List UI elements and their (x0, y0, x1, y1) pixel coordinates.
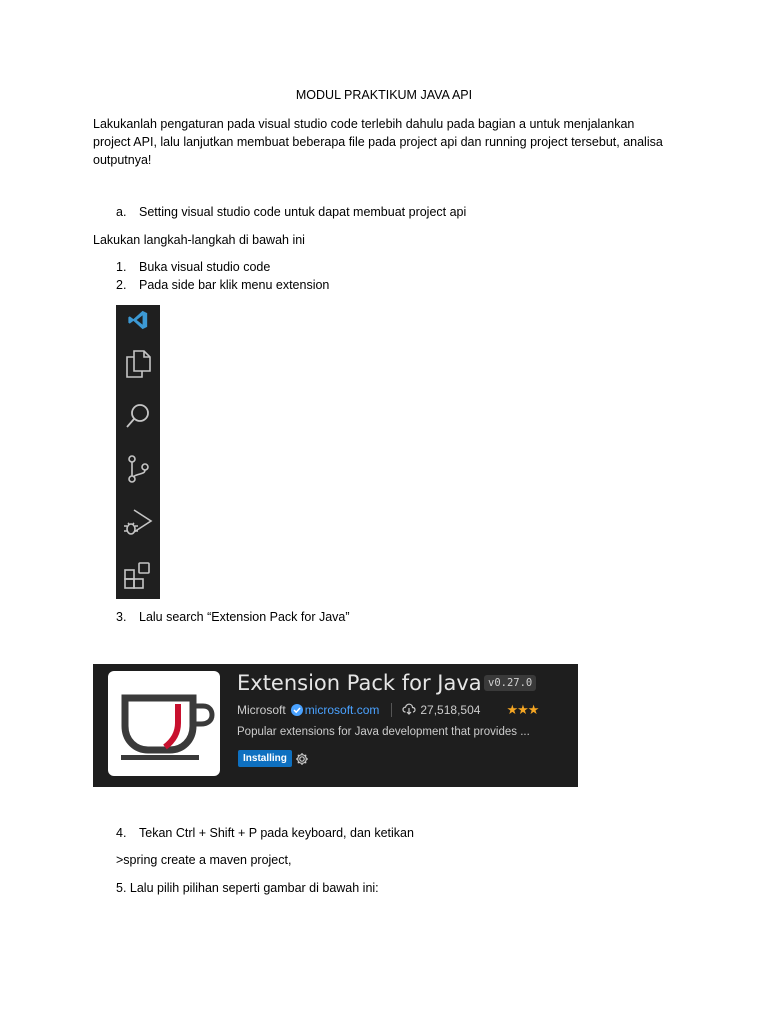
step-1 (116, 260, 270, 274)
step-1-text: Buka visual studio code (139, 260, 271, 274)
vscode-logo-icon (116, 309, 160, 331)
explorer-icon[interactable] (116, 349, 160, 379)
rating-stars-icon: ★★★ (506, 702, 539, 717)
extension-downloads: 27,518,504 (420, 703, 481, 717)
step-4 (116, 826, 414, 840)
step-4-text: Tekan Ctrl + Shift + P pada keyboard, dan ketikan (139, 826, 414, 840)
run-debug-icon[interactable] (116, 507, 160, 537)
search-icon[interactable] (116, 402, 160, 430)
extension-publisher: Microsoft (237, 703, 286, 717)
step-5: 5. Lalu pilih pilihan seperti gambar di bawah ini: (116, 881, 379, 895)
extension-logo (108, 671, 220, 776)
extensions-icon[interactable] (116, 560, 160, 590)
installing-button[interactable]: Installing (238, 750, 292, 767)
extension-card[interactable] (93, 664, 578, 787)
command-text: >spring create a maven project, (116, 853, 292, 867)
step-3-marker: 3. (116, 610, 127, 624)
document-title: MODUL PRAKTIKUM JAVA API (295, 88, 473, 102)
extension-version: v0.27.0 (484, 675, 536, 691)
section-a-text: Setting visual studio code untuk dapat membuat project api (139, 205, 467, 219)
step-3-text: Lalu search “Extension Pack for Java” (139, 610, 350, 624)
source-control-icon[interactable] (116, 454, 160, 484)
java-cup-icon (108, 671, 220, 776)
section-a (116, 205, 466, 219)
section-a-marker: a. (116, 205, 127, 219)
step-2 (116, 278, 329, 292)
verified-badge-icon (291, 704, 303, 716)
steps-intro: Lakukan langkah-langkah di bawah ini (93, 233, 305, 247)
step-2-marker: 2. (116, 278, 127, 292)
meta-divider (391, 703, 392, 717)
intro-paragraph: Lakukanlah pengaturan pada visual studio code terlebih dahulu pada bagian a untuk menjalankan project API, lalu lanjutkan membuat beberapa file pada project api dan running project tersebut, analisa outputnya! (93, 117, 663, 167)
vscode-activity-bar (116, 305, 160, 599)
extension-meta (237, 702, 539, 718)
step-4-marker: 4. (116, 826, 127, 840)
step-1-marker: 1. (116, 260, 127, 274)
extension-publisher-domain[interactable]: microsoft.com (304, 703, 380, 717)
download-cloud-icon (402, 703, 416, 718)
extension-description: Popular extensions for Java development that provides ... (237, 726, 530, 738)
extension-name[interactable]: Extension Pack for Java (237, 671, 482, 695)
step-2-text: Pada side bar klik menu extension (139, 278, 330, 292)
gear-icon[interactable] (295, 752, 309, 769)
step-3 (116, 610, 350, 624)
